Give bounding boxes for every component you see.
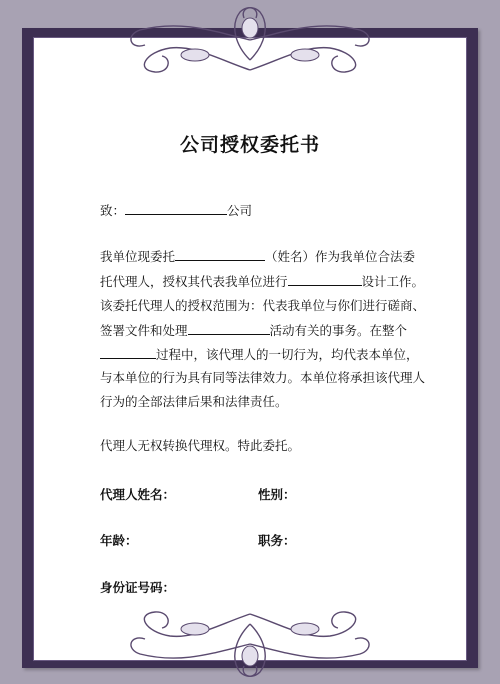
body-text: 行为的全部法律后果和法律责任。 <box>100 394 288 409</box>
body-line-3 <box>100 298 425 314</box>
body-text: 代理人无权转换代理权。特此委托。 <box>100 438 301 453</box>
body-text: 托代理人，授权其代表我单位进行 <box>100 274 288 289</box>
gender-label: 性别： <box>258 487 296 502</box>
body-text: 签署文件和处理 <box>100 323 188 338</box>
to-prefix: 致： <box>100 203 126 218</box>
id-number-label: 身份证号码： <box>100 580 176 595</box>
body-text: 活动有关的事务。在整个 <box>269 323 408 338</box>
bottom-ornament <box>100 604 400 684</box>
project-blank[interactable] <box>288 273 362 286</box>
body-text: 与本单位的行为具有同等法律效力。本单位将承担该代理人 <box>100 370 426 385</box>
body-text: 过程中，该代理人的一切行为，均代表本单位， <box>156 347 419 362</box>
position-label: 职务： <box>258 533 296 548</box>
body-line-2 <box>100 273 424 290</box>
activity-blank[interactable] <box>188 322 270 335</box>
name-blank[interactable] <box>175 248 265 261</box>
body-line-7 <box>100 394 288 410</box>
body-text: 设计工作。 <box>361 274 425 289</box>
body-line-5 <box>100 346 419 363</box>
body-line-1 <box>100 248 415 265</box>
age-label: 年龄： <box>100 533 138 548</box>
body-text: （姓名）作为我单位合法委 <box>265 249 416 264</box>
top-ornament <box>100 0 400 80</box>
company-blank[interactable] <box>125 202 227 215</box>
body-line-6 <box>100 370 425 386</box>
body-line-4 <box>100 322 407 339</box>
closing-line <box>100 438 300 454</box>
document-title: 公司授权委托书 <box>179 134 320 156</box>
body-text: 我单位现委托 <box>100 249 176 264</box>
agent-name-label: 代理人姓名： <box>100 487 176 502</box>
addressee-line <box>100 202 252 219</box>
to-suffix: 公司 <box>227 203 253 218</box>
body-text: 该委托代理人的授权范围为：代表我单位与你们进行磋商、 <box>100 298 426 313</box>
process-blank[interactable] <box>100 346 156 359</box>
